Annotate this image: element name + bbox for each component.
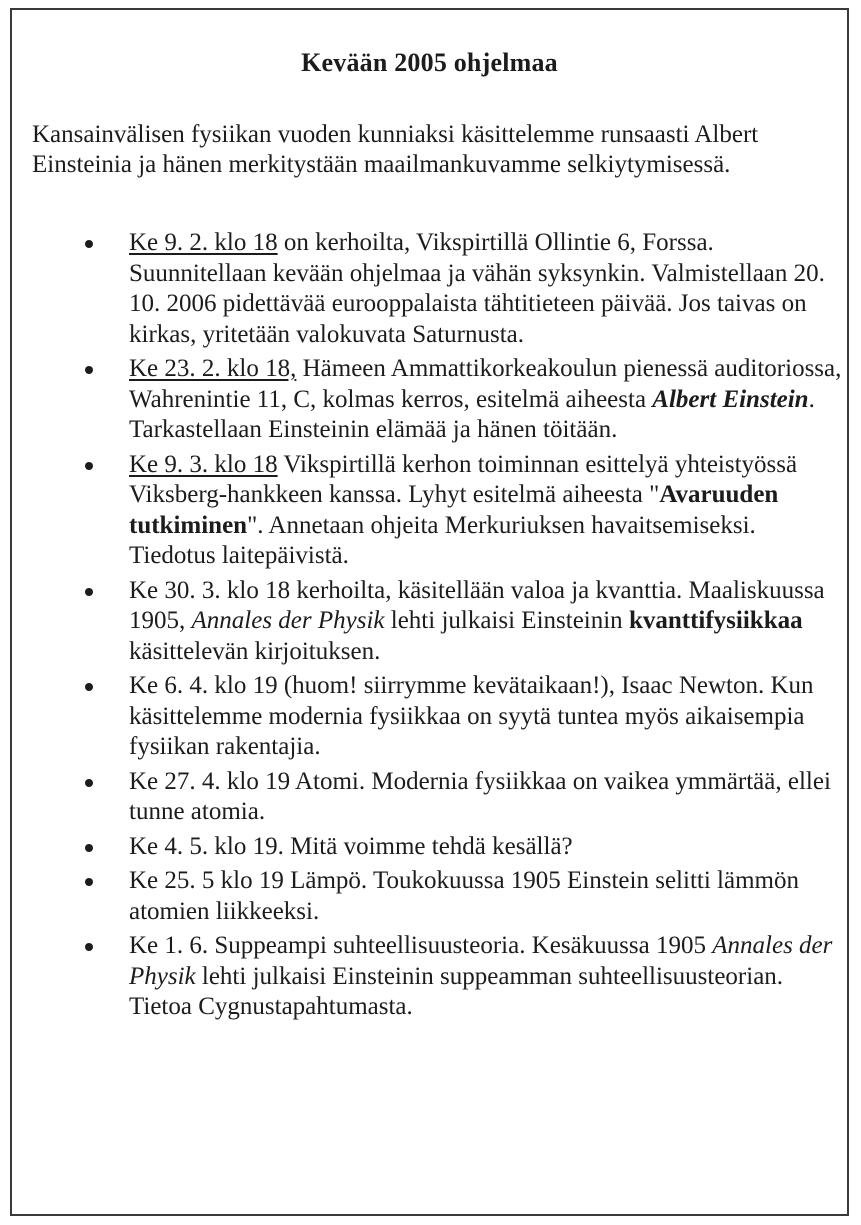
- bullet-icon: [85, 462, 93, 470]
- page-title: Kevään 2005 ohjelmaa: [301, 48, 558, 77]
- list-item: [12, 354, 851, 446]
- event-text: Ke 1. 6. Suppeampi suhteellisuusteoria. Kesäkuussa 1905: [129, 932, 713, 959]
- event-topic: kvanttifysiikkaa: [628, 607, 803, 634]
- intro-paragraph: Kansainvälisen fysiikan vuoden kunniaksi käsittelemme runsaasti Albert Einsteinia ja hänen merkitystään maailmankuvamme selkiytymisessä.: [32, 121, 759, 178]
- program-document: [10, 8, 849, 1216]
- event-date: Ke 9. 2. klo 18: [129, 229, 278, 256]
- event-date: Ke 9. 3. klo 18: [129, 450, 278, 478]
- bullet-icon: [85, 240, 93, 248]
- journal-name: Annales der Physik: [129, 932, 833, 990]
- bullet-icon: [85, 943, 93, 951]
- event-text: lehti julkaisi Einsteinin: [384, 607, 629, 634]
- list-item: [12, 228, 851, 350]
- event-list: [12, 228, 851, 1027]
- bullet-icon: [85, 779, 93, 787]
- list-item: [12, 450, 851, 572]
- bullet-icon: [85, 366, 93, 374]
- list-item: [12, 832, 851, 863]
- event-topic: Avaruuden tutkiminen: [129, 481, 779, 539]
- event-date: Ke 23. 2. klo 18,: [129, 355, 297, 382]
- bullet-icon: [85, 683, 93, 691]
- event-text: Ke 25. 5 klo 19 Lämpö. Toukokuussa 1905 Einstein selitti lämmön atomien liikkeeksi.: [129, 867, 799, 925]
- list-item: [12, 866, 851, 927]
- event-text: Hämeen Ammattikorkeakoulun pienessä auditoriossa, Wahrenintie 11, C, kolmas kerros, esitelmä aiheesta: [129, 355, 842, 413]
- event-text: Ke 6. 4. klo 19 (huom! siirrymme kevätaikaan!), Isaac Newton. Kun käsittelemme modernia fysiikkaa on syytä tuntea myös aikaisempia fysiikan rakentajia.: [129, 672, 814, 760]
- bullet-icon: [85, 878, 93, 886]
- event-text: Vikspirtillä kerhon toiminnan esittelyä yhteistyössä Viksberg-hankkeen kanssa. Lyhyt esitelmä aiheesta ": [129, 450, 798, 508]
- bullet-icon: [85, 844, 93, 852]
- bullet-icon: [85, 588, 93, 596]
- event-text: on kerhoilta, Vikspirtillä Ollintie 6, Forssa. Suunnitellaan kevään ohjelmaa ja vähän syksynkin. Valmistellaan 20. 10. 2006 pidettävää eurooppalaista tähtitieteen päivää. Jos taivas on kirkas, yritetään valokuvata Saturnusta.: [129, 229, 825, 348]
- list-item: [12, 931, 851, 1023]
- event-topic: Albert Einstein: [652, 385, 809, 413]
- list-item: [12, 671, 851, 763]
- event-text: lehti julkaisi Einsteinin suppeamman suhteellisuusteorian. Tietoa Cygnustapahtumasta.: [129, 962, 784, 1020]
- journal-name: Annales der Physik: [191, 607, 385, 634]
- event-text: Ke 4. 5. klo 19. Mitä voimme tehdä kesällä?: [129, 832, 573, 860]
- event-text: ". Annetaan ohjeita Merkuriuksen havaitsemiseksi. Tiedotus laitepäivistä.: [129, 511, 756, 569]
- event-text: käsittelevän kirjoituksen.: [129, 637, 381, 665]
- event-text: Ke 30. 3. klo 18 kerhoilta, käsitellään valoa ja kvanttia. Maaliskuussa 1905,: [129, 576, 825, 634]
- event-text: . Tarkastellaan Einsteinin elämää ja hänen töitään.: [129, 385, 815, 443]
- list-item: [12, 576, 851, 668]
- list-item: [12, 767, 851, 828]
- event-text: Ke 27. 4. klo 19 Atomi. Modernia fysiikkaa on vaikea ymmärtää, ellei tunne atomia.: [129, 767, 831, 825]
